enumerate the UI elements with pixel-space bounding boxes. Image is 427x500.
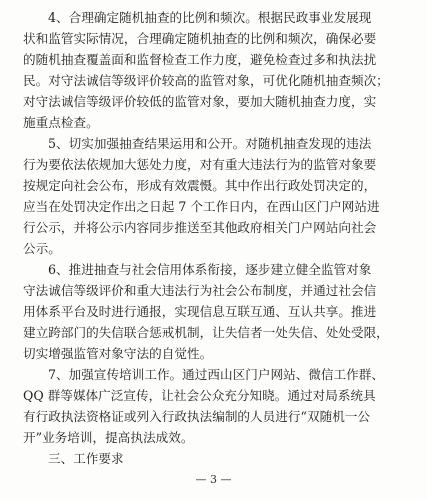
paragraph-line: 对守法诚信等级评价较低的监管对象，要加大随机抽查力度，实 xyxy=(23,94,377,109)
page-number: — 3 — xyxy=(195,473,232,486)
paragraph-line: 用体系平台及时进行通报，实现信息互联互通、互认共享。推进 xyxy=(23,304,377,319)
paragraph-line: 的随机抽查覆盖面和监督检查工作力度，避免检查过多和执法扰 xyxy=(23,52,377,67)
section-heading: 三、工作要求 xyxy=(48,451,124,466)
paragraph-line: 5、切实加强抽查结果运用和公开。对随机抽查发现的违法 xyxy=(48,136,372,151)
paragraph-line: 施重点检查。 xyxy=(23,115,99,130)
paragraph-line: 状和监管实际情况，合理确定随机抽查的比例和频次，确保必要 xyxy=(23,31,377,46)
paragraph-line: 行公示，并将公示内容同步推送至其他政府相关门户网站向社会 xyxy=(23,220,377,235)
paragraph-line: 行为要依法依规加大惩处力度，对有重大违法行为的监管对象要 xyxy=(23,157,377,172)
paragraph-line: 开”业务培训，提高执法成效。 xyxy=(23,430,194,445)
paragraph-line: 守法诚信等级评价和重大违法行为社会公布制度，并通过社会信 xyxy=(23,283,377,298)
paragraph-line: 6、推进抽查与社会信用体系衔接，逐步建立健全监管对象 xyxy=(48,262,372,277)
paragraph-line: 按规定向社会公布，形成有效震慑。其中作出行政处罚决定的， xyxy=(23,178,377,193)
paragraph-line: 民。对守法诚信等级评价较高的监管对象，可优化随机抽查频次； xyxy=(23,73,389,88)
paragraph-line: 有行政执法资格证或列入行政执法编制的人员进行“双随机一公 xyxy=(23,409,371,424)
paragraph-line: 应当在处罚决定作出之日起 7 个工作日内，在西山区门户网站进 xyxy=(23,199,380,214)
paragraph-line: 公示。 xyxy=(23,241,61,256)
paragraph-line: 切实增强监管对象守法的自觉性。 xyxy=(23,346,213,361)
paragraph-line: QQ 群等媒体广泛宣传，让社会公众充分知晓。通过对局系统具 xyxy=(23,388,376,403)
paragraph-line: 7、加强宣传培训工作。通过西山区门户网站、微信工作群、 xyxy=(48,367,384,382)
paragraph-line: 4、合理确定随机抽查的比例和频次。根据民政事业发展现 xyxy=(48,10,372,25)
paragraph-line: 建立跨部门的失信联合惩戒机制，让失信者一处失信、处处受限， xyxy=(23,325,389,340)
